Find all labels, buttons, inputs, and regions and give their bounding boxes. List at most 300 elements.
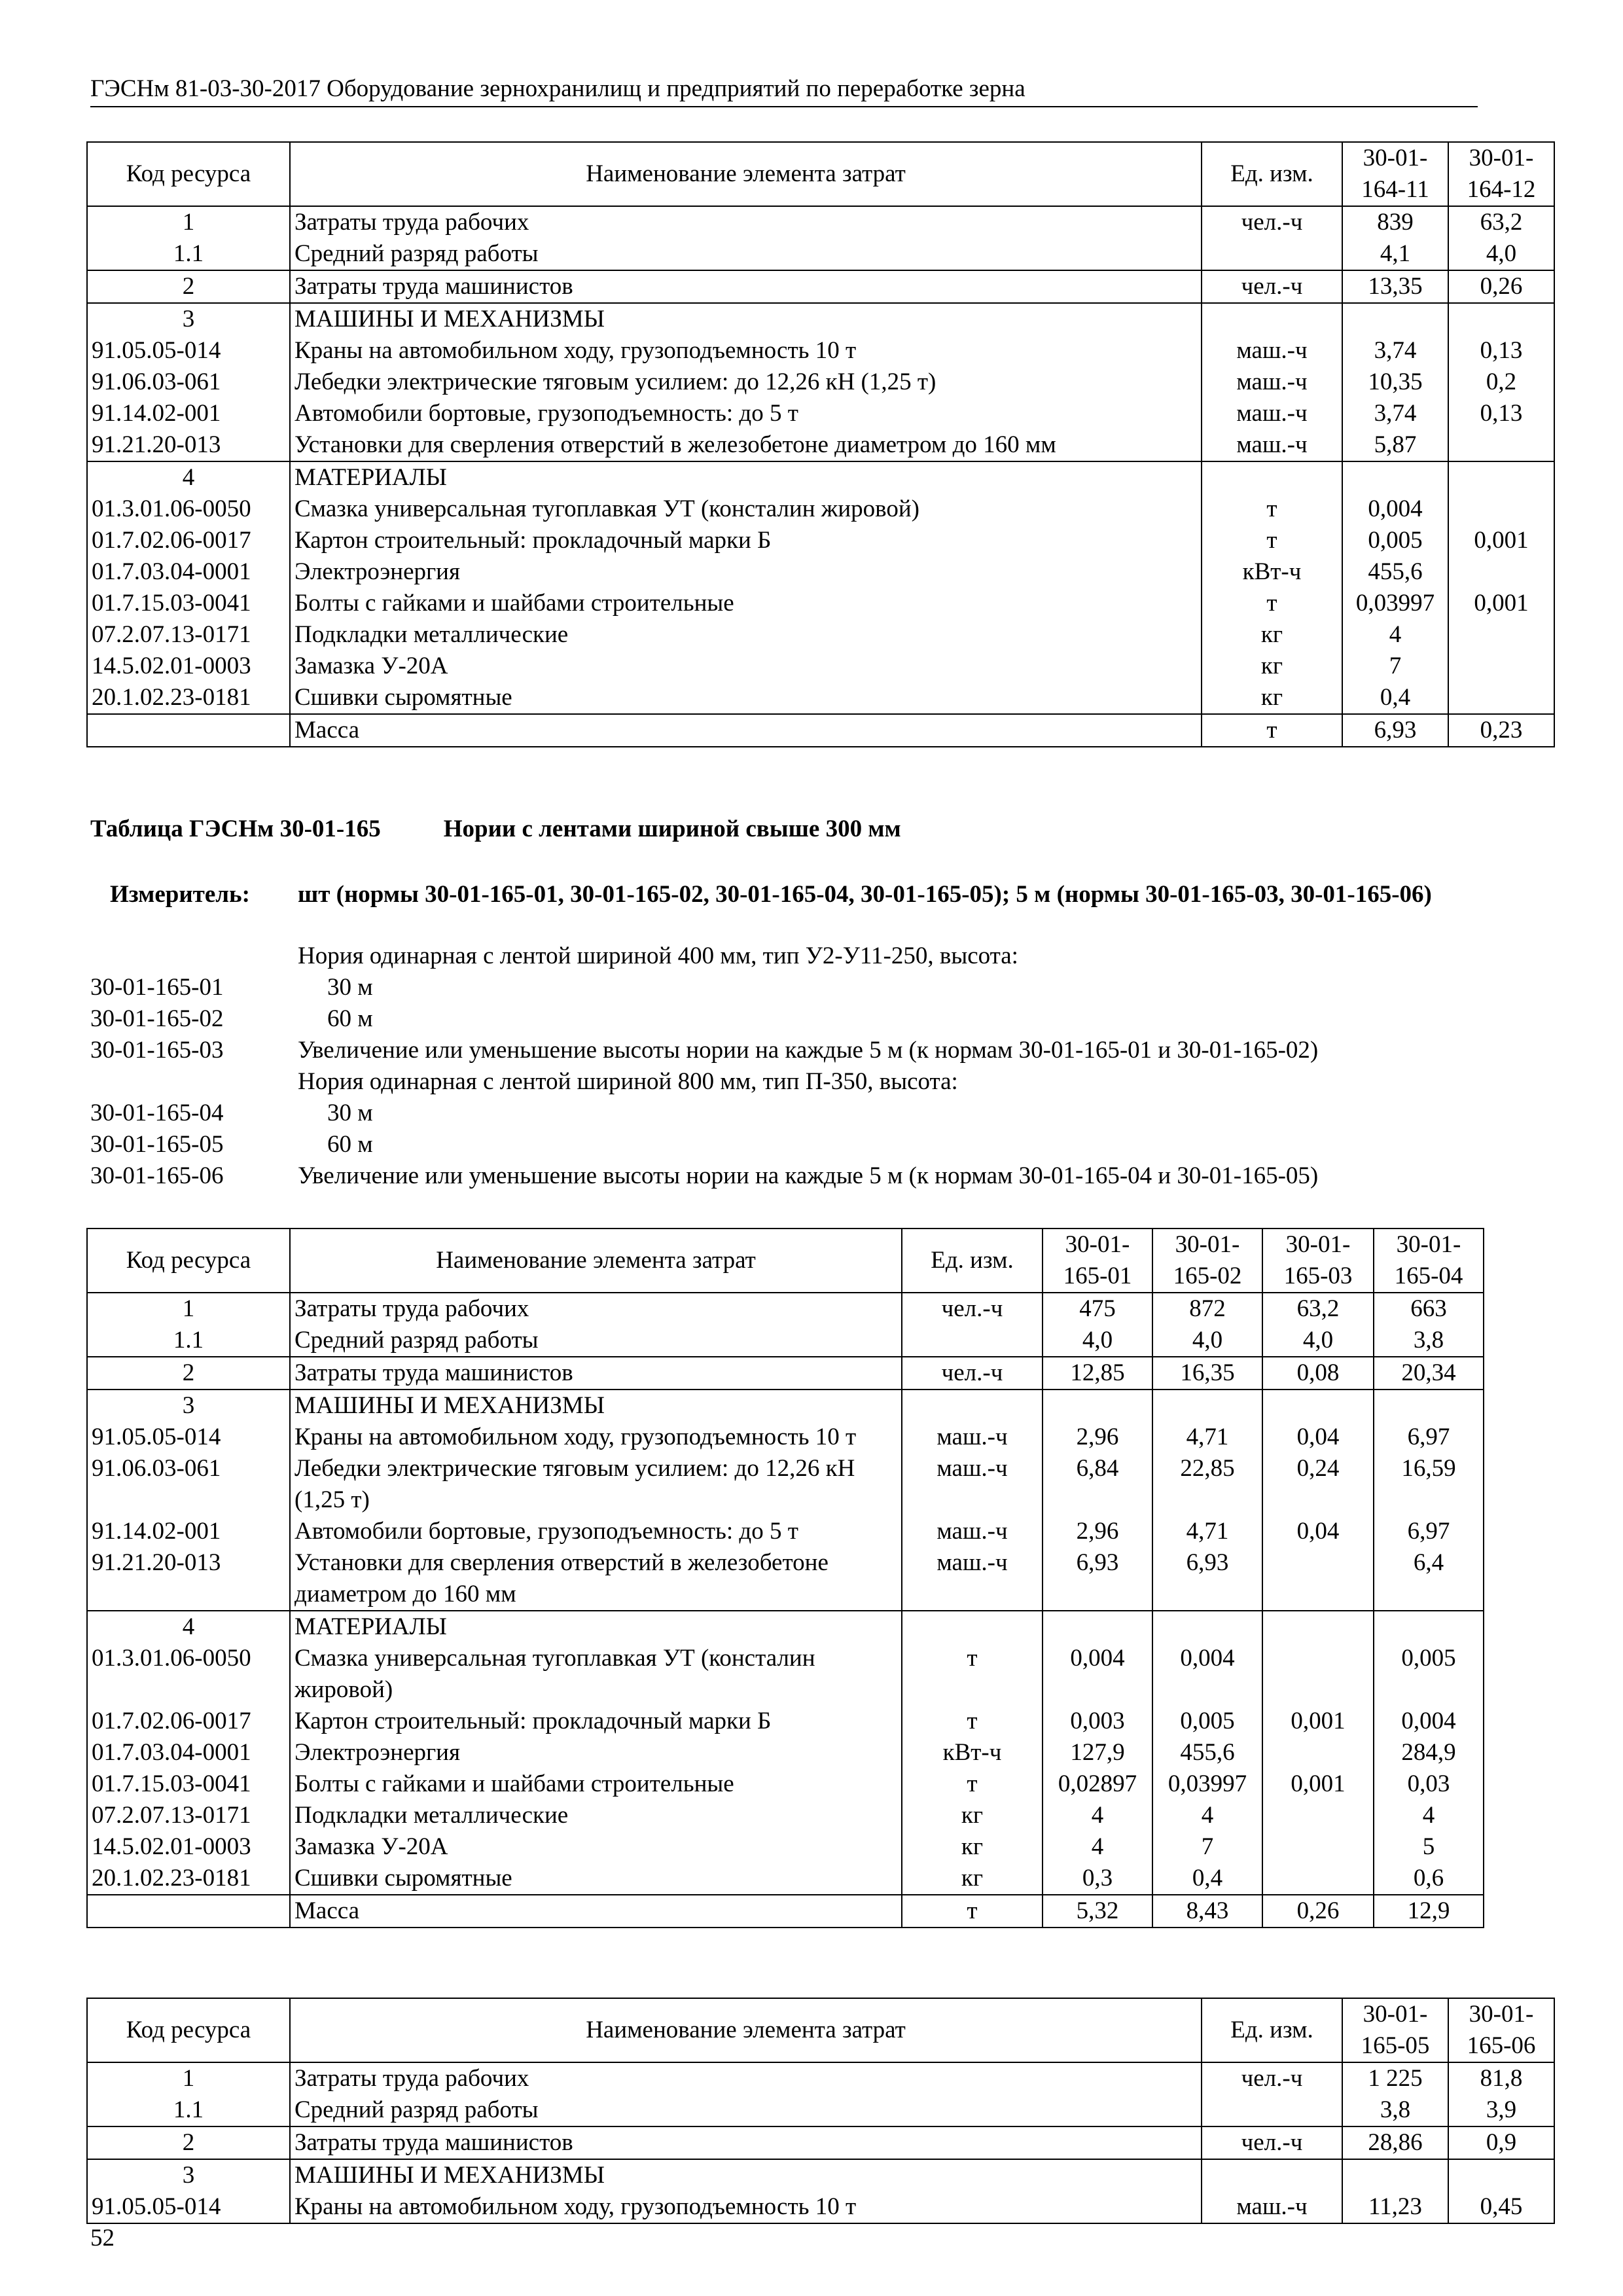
norm-value: 63,2 (1262, 1293, 1374, 1325)
table-row (87, 367, 1554, 398)
norm-value: 3,8 (1342, 2094, 1448, 2126)
norm-value (1448, 303, 1554, 335)
unit (1202, 238, 1342, 270)
norm-value (1262, 1831, 1374, 1863)
norm-value: 0,004 (1043, 1643, 1152, 1706)
meter-text: шт (нормы 30-01-165-01, 30-01-165-02, 30-01-165-04, 30-01-165-05); 5 м (нормы 30-01-165-03, 30-01-165-06) (298, 881, 1432, 908)
cost-element-name: Сшивки сыромятные (290, 1863, 902, 1895)
table-title (90, 815, 901, 843)
norm-value (1448, 651, 1554, 682)
norm-value: 872 (1152, 1293, 1262, 1325)
table-row (87, 493, 1554, 525)
norm-value: 127,9 (1043, 1737, 1152, 1768)
norm-value: 0,001 (1448, 588, 1554, 619)
unit: т (1202, 525, 1342, 556)
unit: маш.-ч (902, 1547, 1043, 1611)
resource-code: 91.05.05-014 (87, 1422, 290, 1453)
cost-element-name: Лебедки электрические тяговым усилием: до 12,26 кН (1,25 т) (290, 367, 1202, 398)
cost-element-name: Картон строительный: прокладочный марки Б (290, 1706, 902, 1737)
table-row (87, 461, 1554, 493)
cost-element-name: Средний разряд работы (290, 2094, 1202, 2126)
table-row (87, 1863, 1484, 1895)
norm-value (1448, 429, 1554, 461)
norm-value: 6,93 (1043, 1547, 1152, 1611)
table-row (87, 588, 1554, 619)
norm-value: 10,35 (1342, 367, 1448, 398)
unit: маш.-ч (902, 1422, 1043, 1453)
norm-value (1342, 461, 1448, 493)
cost-element-name: Смазка универсальная тугоплавкая УТ (консталин жировой) (290, 493, 1202, 525)
unit: кг (1202, 682, 1342, 714)
unit: т (902, 1768, 1043, 1800)
norm-value: 0,13 (1448, 335, 1554, 367)
norm-value: 1 225 (1342, 2062, 1448, 2094)
norm-value (1043, 1611, 1152, 1643)
norm-value: 0,003 (1043, 1706, 1152, 1737)
section-heading: МАТЕРИАЛЫ (290, 461, 1202, 493)
unit: чел.-ч (1202, 2062, 1342, 2094)
col-code-header: Код ресурса (87, 1998, 290, 2062)
unit (902, 1611, 1043, 1643)
norm-value (1448, 493, 1554, 525)
norm-value: 16,35 (1152, 1357, 1262, 1390)
cost-element-name: Затраты труда машинистов (290, 2126, 1202, 2159)
norm-value: 455,6 (1152, 1737, 1262, 1768)
norm-value: 6,84 (1043, 1453, 1152, 1516)
cost-element-name: Средний разряд работы (290, 1325, 902, 1357)
norm-value: 4,0 (1262, 1325, 1374, 1357)
cost-element-name: Сшивки сыромятные (290, 682, 1202, 714)
norm-value (1262, 1611, 1374, 1643)
cost-element-name: Автомобили бортовые, грузоподъемность: до 5 т (290, 1516, 902, 1547)
unit: кг (1202, 619, 1342, 651)
cost-element-name: Масса (290, 714, 1202, 747)
unit: т (902, 1895, 1043, 1928)
col-unit-header: Ед. изм. (1202, 142, 1342, 206)
unit: чел.-ч (1202, 206, 1342, 238)
norm-value: 475 (1043, 1293, 1152, 1325)
table-row (87, 2062, 1554, 2094)
norm-description: Нория одинарная с лентой шириной 400 мм, тип У2-У11-250, высота: (298, 942, 1018, 969)
norm-code: 30-01-165-03 (90, 1037, 224, 1064)
unit: т (902, 1706, 1043, 1737)
unit: чел.-ч (1202, 2126, 1342, 2159)
norm-value: 0,6 (1374, 1863, 1484, 1895)
unit: маш.-ч (1202, 398, 1342, 429)
table-row (87, 2126, 1554, 2159)
norm-value: 5 (1374, 1831, 1484, 1863)
norm-value: 4 (1043, 1831, 1152, 1863)
cost-element-name: Замазка У-20А (290, 651, 1202, 682)
norm-description: 60 м (327, 1131, 373, 1158)
resource-code: 3 (87, 1390, 290, 1422)
norm-value: 22,85 (1152, 1453, 1262, 1516)
resource-code: 4 (87, 461, 290, 493)
norm-value: 0,4 (1342, 682, 1448, 714)
norm-value: 7 (1342, 651, 1448, 682)
table-header-row (87, 1998, 1554, 2062)
norm-description: 30 м (327, 1100, 373, 1126)
cost-element-name: Электроэнергия (290, 1737, 902, 1768)
norm-value (1448, 461, 1554, 493)
resource-code: 1 (87, 206, 290, 238)
norm-value: 0,001 (1448, 525, 1554, 556)
table-title-label: Таблица ГЭСНм 30-01-165 (90, 816, 381, 842)
table-row (87, 2191, 1554, 2223)
cost-element-name: Установки для сверления отверстий в железобетоне диаметром до 160 мм (290, 1547, 902, 1611)
norm-value: 2,96 (1043, 1422, 1152, 1453)
norm-code: 30-01-165-04 (90, 1100, 224, 1126)
table-row (87, 1357, 1484, 1390)
resource-code: 91.14.02-001 (87, 398, 290, 429)
cost-element-name: Затраты труда рабочих (290, 1293, 902, 1325)
table-row (87, 1895, 1484, 1928)
norm-value (1448, 2159, 1554, 2191)
norm-value: 0,004 (1374, 1706, 1484, 1737)
cost-element-name: Болты с гайками и шайбами строительные (290, 1768, 902, 1800)
table-row (87, 1737, 1484, 1768)
norm-value: 0,2 (1448, 367, 1554, 398)
table-row (87, 1611, 1484, 1643)
norm-value: 0,04 (1262, 1516, 1374, 1547)
meter-label: Измеритель: (110, 881, 250, 908)
resource-code: 14.5.02.01-0003 (87, 1831, 290, 1863)
norm-value: 455,6 (1342, 556, 1448, 588)
col-code-header: Код ресурса (87, 1229, 290, 1293)
table-row (87, 525, 1554, 556)
cost-element-name: Подкладки металлические (290, 1800, 902, 1831)
table-row (87, 1800, 1484, 1831)
norm-value: 4,71 (1152, 1422, 1262, 1453)
norm-value: 839 (1342, 206, 1448, 238)
col-name-header: Наименование элемента затрат (290, 1229, 902, 1293)
norm-value: 3,8 (1374, 1325, 1484, 1357)
norm-value (1374, 1390, 1484, 1422)
norm-value (1262, 1800, 1374, 1831)
norm-description: 30 м (327, 974, 373, 1001)
col-unit-header: Ед. изм. (902, 1229, 1043, 1293)
table-row (87, 1768, 1484, 1800)
table-row (87, 1706, 1484, 1737)
unit: кВт-ч (1202, 556, 1342, 588)
norm-value: 11,23 (1342, 2191, 1448, 2223)
section-heading: МАШИНЫ И МЕХАНИЗМЫ (290, 1390, 902, 1422)
table-row (87, 206, 1554, 238)
norm-value: 63,2 (1448, 206, 1554, 238)
norm-value: 2,96 (1043, 1516, 1152, 1547)
norm-column-header: 30-01-165-05 (1342, 1998, 1448, 2062)
resource-code: 07.2.07.13-0171 (87, 619, 290, 651)
norm-description: Нория одинарная с лентой шириной 800 мм, тип П-350, высота: (298, 1068, 958, 1095)
norm-value: 3,9 (1448, 2094, 1554, 2126)
resource-code: 1 (87, 1293, 290, 1325)
resource-code: 91.06.03-061 (87, 367, 290, 398)
resource-code: 1.1 (87, 2094, 290, 2126)
norm-value: 12,85 (1043, 1357, 1152, 1390)
table-row (87, 1547, 1484, 1611)
cost-element-name: Смазка универсальная тугоплавкая УТ (консталин жировой) (290, 1643, 902, 1706)
running-header: ГЭСНм 81-03-30-2017 Оборудование зернохранилищ и предприятий по переработке зерна (90, 75, 1478, 107)
norm-value: 4,0 (1043, 1325, 1152, 1357)
norm-value (1152, 1611, 1262, 1643)
table-row (87, 335, 1554, 367)
norm-value: 0,005 (1152, 1706, 1262, 1737)
unit: маш.-ч (1202, 335, 1342, 367)
norm-value: 81,8 (1448, 2062, 1554, 2094)
unit: кг (1202, 651, 1342, 682)
resource-code: 3 (87, 2159, 290, 2191)
resource-table-165-b (86, 1998, 1555, 2224)
cost-element-name: Краны на автомобильном ходу, грузоподъемность 10 т (290, 335, 1202, 367)
norm-value (1448, 682, 1554, 714)
norm-column-header: 30-01-165-04 (1374, 1229, 1484, 1293)
norm-value: 6,97 (1374, 1516, 1484, 1547)
section-heading: МАШИНЫ И МЕХАНИЗМЫ (290, 303, 1202, 335)
norm-value (1448, 619, 1554, 651)
unit: т (1202, 714, 1342, 747)
norm-value (1262, 1863, 1374, 1895)
norm-value: 0,4 (1152, 1863, 1262, 1895)
cost-element-name: Замазка У-20А (290, 1831, 902, 1863)
unit: маш.-ч (902, 1453, 1043, 1516)
col-code-header: Код ресурса (87, 142, 290, 206)
cost-element-name: Электроэнергия (290, 556, 1202, 588)
col-name-header: Наименование элемента затрат (290, 142, 1202, 206)
norm-value: 8,43 (1152, 1895, 1262, 1928)
table-row (87, 238, 1554, 270)
table-row (87, 1643, 1484, 1706)
norm-value: 284,9 (1374, 1737, 1484, 1768)
table-row (87, 651, 1554, 682)
norm-value: 4 (1342, 619, 1448, 651)
norm-value: 0,004 (1152, 1643, 1262, 1706)
resource-code: 2 (87, 270, 290, 303)
unit (1202, 461, 1342, 493)
norm-value (1152, 1390, 1262, 1422)
unit (1202, 303, 1342, 335)
table-row (87, 1325, 1484, 1357)
unit (1202, 2094, 1342, 2126)
resource-code: 1 (87, 2062, 290, 2094)
norm-value (1262, 1547, 1374, 1611)
cost-element-name: Установки для сверления отверстий в железобетоне диаметром до 160 мм (290, 429, 1202, 461)
cost-element-name: Средний разряд работы (290, 238, 1202, 270)
resource-code: 91.05.05-014 (87, 335, 290, 367)
norm-value: 6,4 (1374, 1547, 1484, 1611)
norm-description: Увеличение или уменьшение высоты нории на каждые 5 м (к нормам 30-01-165-04 и 30-01-165-05) (298, 1162, 1319, 1189)
norm-code: 30-01-165-02 (90, 1005, 224, 1032)
norm-value (1448, 556, 1554, 588)
norm-value: 7 (1152, 1831, 1262, 1863)
norm-value: 6,93 (1342, 714, 1448, 747)
norm-value: 4,0 (1448, 238, 1554, 270)
resource-code: 2 (87, 2126, 290, 2159)
unit: кг (902, 1831, 1043, 1863)
resource-code: 1.1 (87, 238, 290, 270)
norm-column-header: 30-01-165-06 (1448, 1998, 1554, 2062)
unit: чел.-ч (902, 1357, 1043, 1390)
norm-value: 13,35 (1342, 270, 1448, 303)
norm-code: 30-01-165-05 (90, 1131, 224, 1158)
norm-value (1043, 1390, 1152, 1422)
norm-code: 30-01-165-01 (90, 974, 224, 1001)
norm-code: 30-01-165-06 (90, 1162, 224, 1189)
cost-element-name: Подкладки металлические (290, 619, 1202, 651)
resource-code: 01.7.15.03-0041 (87, 588, 290, 619)
norm-description: Увеличение или уменьшение высоты нории на каждые 5 м (к нормам 30-01-165-01 и 30-01-165-02) (298, 1037, 1319, 1064)
norm-value: 0,45 (1448, 2191, 1554, 2223)
unit: кВт-ч (902, 1737, 1043, 1768)
norm-value: 0,08 (1262, 1357, 1374, 1390)
resource-code: 91.21.20-013 (87, 1547, 290, 1611)
table-row (87, 2094, 1554, 2126)
table-row (87, 1422, 1484, 1453)
resource-code: 4 (87, 1611, 290, 1643)
resource-code: 01.3.01.06-0050 (87, 493, 290, 525)
norm-column-header: 30-01-164-11 (1342, 142, 1448, 206)
norm-value: 4,1 (1342, 238, 1448, 270)
unit: т (902, 1643, 1043, 1706)
unit: маш.-ч (1202, 429, 1342, 461)
resource-code: 20.1.02.23-0181 (87, 682, 290, 714)
norm-value: 0,9 (1448, 2126, 1554, 2159)
norm-value: 0,3 (1043, 1863, 1152, 1895)
norm-value: 6,97 (1374, 1422, 1484, 1453)
cost-element-name: Картон строительный: прокладочный марки Б (290, 525, 1202, 556)
norm-value: 3,74 (1342, 335, 1448, 367)
cost-element-name: Краны на автомобильном ходу, грузоподъемность 10 т (290, 1422, 902, 1453)
cost-element-name: Краны на автомобильном ходу, грузоподъемность 10 т (290, 2191, 1202, 2223)
table-row (87, 1453, 1484, 1516)
norm-value: 3,74 (1342, 398, 1448, 429)
norm-column-header: 30-01-165-03 (1262, 1229, 1374, 1293)
norm-value: 0,03997 (1342, 588, 1448, 619)
unit: маш.-ч (902, 1516, 1043, 1547)
resource-code: 91.06.03-061 (87, 1453, 290, 1516)
resource-code: 20.1.02.23-0181 (87, 1863, 290, 1895)
norm-column-header: 30-01-165-02 (1152, 1229, 1262, 1293)
resource-code: 01.7.03.04-0001 (87, 1737, 290, 1768)
table-row (87, 270, 1554, 303)
norm-value: 0,26 (1262, 1895, 1374, 1928)
cost-element-name: Автомобили бортовые, грузоподъемность: до 5 т (290, 398, 1202, 429)
norm-value: 0,005 (1342, 525, 1448, 556)
norm-value: 4 (1374, 1800, 1484, 1831)
norm-value: 20,34 (1374, 1357, 1484, 1390)
resource-code: 3 (87, 303, 290, 335)
resource-code: 01.7.03.04-0001 (87, 556, 290, 588)
section-heading: МАТЕРИАЛЫ (290, 1611, 902, 1643)
norm-value (1262, 1390, 1374, 1422)
unit (1202, 2159, 1342, 2191)
norm-value: 5,32 (1043, 1895, 1152, 1928)
norm-value (1262, 1737, 1374, 1768)
table-row (87, 429, 1554, 461)
resource-code: 07.2.07.13-0171 (87, 1800, 290, 1831)
page-number: 52 (90, 2225, 115, 2251)
resource-code: 91.21.20-013 (87, 429, 290, 461)
table-header-row (87, 142, 1554, 206)
resource-code (87, 714, 290, 747)
resource-code: 01.3.01.06-0050 (87, 1643, 290, 1706)
norm-value: 6,93 (1152, 1547, 1262, 1611)
norm-value (1342, 2159, 1448, 2191)
cost-element-name: Затраты труда машинистов (290, 270, 1202, 303)
norm-value: 0,005 (1374, 1643, 1484, 1706)
table-row (87, 1293, 1484, 1325)
resource-code: 91.05.05-014 (87, 2191, 290, 2223)
norm-value: 0,004 (1342, 493, 1448, 525)
resource-code: 14.5.02.01-0003 (87, 651, 290, 682)
norm-value: 0,02897 (1043, 1768, 1152, 1800)
resource-code: 01.7.02.06-0017 (87, 1706, 290, 1737)
resource-code: 01.7.02.06-0017 (87, 525, 290, 556)
norm-description: 60 м (327, 1005, 373, 1032)
resource-code: 2 (87, 1357, 290, 1390)
norm-value: 5,87 (1342, 429, 1448, 461)
resource-code: 01.7.15.03-0041 (87, 1768, 290, 1800)
norm-value: 0,26 (1448, 270, 1554, 303)
unit: чел.-ч (902, 1293, 1043, 1325)
norm-value (1262, 1643, 1374, 1706)
cost-element-name: Болты с гайками и шайбами строительные (290, 588, 1202, 619)
table-row (87, 2159, 1554, 2191)
cost-element-name: Лебедки электрические тяговым усилием: до 12,26 кН (1,25 т) (290, 1453, 902, 1516)
cost-element-name: Затраты труда рабочих (290, 206, 1202, 238)
norm-value: 12,9 (1374, 1895, 1484, 1928)
norm-value: 0,03 (1374, 1768, 1484, 1800)
norm-value: 16,59 (1374, 1453, 1484, 1516)
norm-value: 0,23 (1448, 714, 1554, 747)
unit (902, 1390, 1043, 1422)
unit: маш.-ч (1202, 367, 1342, 398)
table-row (87, 682, 1554, 714)
norm-value: 0,03997 (1152, 1768, 1262, 1800)
cost-element-name: Затраты труда рабочих (290, 2062, 1202, 2094)
unit (902, 1325, 1043, 1357)
unit: кг (902, 1800, 1043, 1831)
unit: т (1202, 493, 1342, 525)
norm-value (1342, 303, 1448, 335)
norm-value: 0,04 (1262, 1422, 1374, 1453)
resource-code: 91.14.02-001 (87, 1516, 290, 1547)
col-name-header: Наименование элемента затрат (290, 1998, 1202, 2062)
table-row (87, 398, 1554, 429)
table-row (87, 1831, 1484, 1863)
norm-column-header: 30-01-164-12 (1448, 142, 1554, 206)
section-heading: МАШИНЫ И МЕХАНИЗМЫ (290, 2159, 1202, 2191)
norm-value: 0,001 (1262, 1768, 1374, 1800)
norm-column-header: 30-01-165-01 (1043, 1229, 1152, 1293)
resource-table-164 (86, 141, 1555, 747)
table-row (87, 556, 1554, 588)
norm-value: 28,86 (1342, 2126, 1448, 2159)
norm-value: 0,001 (1262, 1706, 1374, 1737)
cost-element-name: Масса (290, 1895, 902, 1928)
norm-value: 0,13 (1448, 398, 1554, 429)
unit: маш.-ч (1202, 2191, 1342, 2223)
table-row (87, 1390, 1484, 1422)
col-unit-header: Ед. изм. (1202, 1998, 1342, 2062)
resource-code: 1.1 (87, 1325, 290, 1357)
table-row (87, 619, 1554, 651)
table-row (87, 1516, 1484, 1547)
table-header-row (87, 1229, 1484, 1293)
cost-element-name: Затраты труда машинистов (290, 1357, 902, 1390)
norm-value: 4,0 (1152, 1325, 1262, 1357)
resource-table-165-a (86, 1228, 1484, 1928)
unit: т (1202, 588, 1342, 619)
